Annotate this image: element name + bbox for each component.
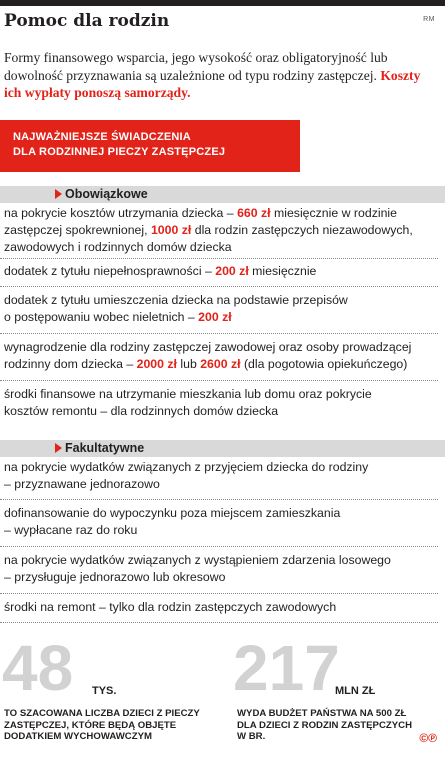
list-item: dodatek z tytułu niepełnosprawności – 200 zł miesięcznie bbox=[4, 264, 317, 278]
page-title: Pomoc dla rodzin bbox=[4, 11, 170, 31]
list-item: środki na remont – tylko dla rodzin zastępczych zawodowych bbox=[4, 600, 337, 614]
stat-caption: TO SZACOWANA LICZBA DZIECI Z PIECZY ZASTĘPCZEJ, KTÓRE BĘDĄ OBJĘTE DODATKIEM WYCHOWAWCZYM bbox=[4, 708, 200, 742]
stat-number: 217 bbox=[233, 632, 340, 704]
intro-highlight: Koszty ich wypłaty ponoszą samorządy. bbox=[4, 67, 421, 100]
divider bbox=[0, 258, 438, 259]
amount: 1000 zł bbox=[150, 223, 192, 237]
list-item: na pokrycie wydatków związanych z wystąpieniem zdarzenia losowego – przysługuje jednorazowo lub okresowo bbox=[4, 553, 391, 584]
divider bbox=[0, 593, 438, 594]
intro-text: Formy finansowego wsparcia, jego wysokość oraz obligatoryjność lub dowolność przyznawania są uzależnione od typu rodziny zastępczej. bbox=[4, 50, 388, 83]
optional-heading bbox=[0, 440, 445, 457]
list-item: środki finansowe na utrzymanie mieszkania lub domu oraz pokrycie kosztów remontu – dla rodzinnych domów dziecka bbox=[4, 387, 372, 418]
list-item: dodatek z tytułu umieszczenia dziecka na podstawie przepisów o postępowaniu wobec nieletnich – 200 zł bbox=[4, 293, 348, 324]
divider bbox=[0, 333, 438, 334]
divider bbox=[0, 380, 438, 381]
stat-caption: WYDA BUDŻET PAŃSTWA NA 500 ZŁ DLA DZIECI Z RODZIN ZASTĘPCZYCH W BR. bbox=[237, 708, 412, 742]
source-label: RM bbox=[423, 16, 435, 23]
optional-heading-label: Fakultatywne bbox=[65, 441, 145, 455]
top-bar bbox=[0, 0, 445, 6]
triangle-bullet-icon bbox=[55, 189, 62, 199]
stat-number: 48 bbox=[2, 632, 74, 704]
divider bbox=[0, 622, 438, 623]
banner-line-2: DLA RODZINNEJ PIECZY ZASTĘPCZEJ bbox=[13, 146, 226, 158]
stat-unit: TYS. bbox=[92, 685, 117, 697]
section-banner bbox=[0, 120, 300, 172]
amount: 200 zł bbox=[198, 310, 232, 324]
intro-paragraph bbox=[4, 49, 432, 102]
triangle-bullet-icon bbox=[55, 443, 62, 453]
divider bbox=[0, 286, 438, 287]
banner-line-1: NAJWAŻNIEJSZE ŚWIADCZENIA bbox=[13, 131, 191, 143]
divider bbox=[0, 546, 438, 547]
list-item: wynagrodzenie dla rodziny zastępczej zawodowej oraz osoby prowadzącej rodzinny dom dziecka – 2000 zł lub 2600 zł (dla pogotowia opiekuńczego) bbox=[4, 340, 412, 371]
amount: 2600 zł bbox=[200, 357, 241, 371]
mandatory-heading bbox=[0, 186, 445, 203]
stat-unit: MLN ZŁ bbox=[335, 685, 376, 697]
amount: 660 zł bbox=[237, 206, 271, 220]
publisher-logo-icon: ©℗ bbox=[419, 731, 437, 745]
amount: 200 zł bbox=[215, 264, 249, 278]
mandatory-heading-label: Obowiązkowe bbox=[65, 187, 148, 201]
list-item: na pokrycie kosztów utrzymania dziecka – 660 zł miesięcznie w rodzinie zastępczej spokrewnionej, 1000 zł dla rodzin zastępczych niezawodowych, zawodowych i rodzinnych domów dziecka bbox=[4, 206, 413, 254]
list-item: na pokrycie wydatków związanych z przyjęciem dziecka do rodziny – przyznawane jednorazowo bbox=[4, 460, 369, 491]
list-item: dofinansowanie do wypoczynku poza miejscem zamieszkania – wypłacane raz do roku bbox=[4, 506, 341, 537]
divider bbox=[0, 499, 438, 500]
amount: 2000 zł bbox=[136, 357, 177, 371]
